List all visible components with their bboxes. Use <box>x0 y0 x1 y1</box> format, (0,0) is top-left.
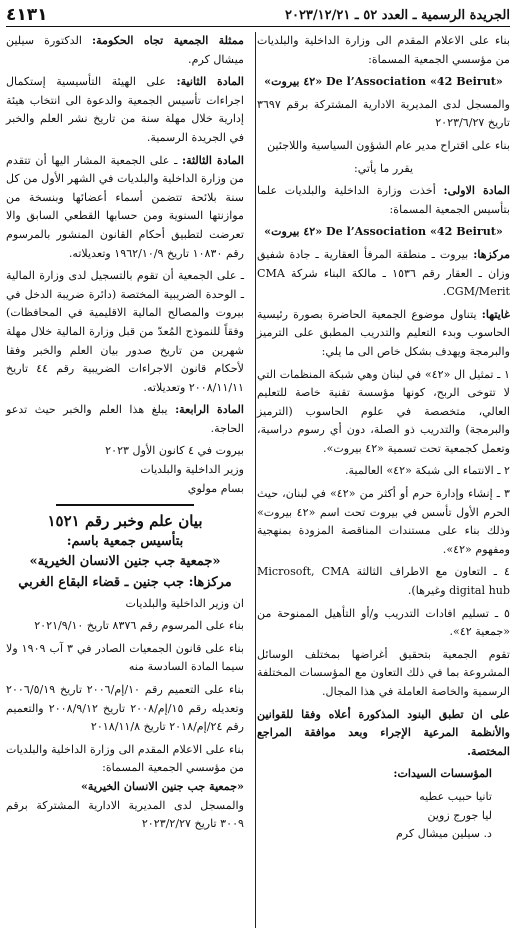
paragraph: والمسجل لدى المديرية الادارية المشتركة برقم ٣٦٩٧ تاريخ ٢٠٢٣/٦/٢٧ <box>257 97 510 130</box>
paragraph: بناء على التعميم رقم ١٠/إم/٢٠٠٦ تاريخ ٢٠٠٦/٥/١٩ وتعديله رقم ١٥/إم/٢٠٠٨ تاريخ ٢٠٠٨/٩/١٢ والتعميم رقم ٢٤/إم/٢٠١٨ تاريخ ٢٠١٨/١١/٨ <box>6 683 244 734</box>
article-label: المادة الاولى: <box>443 184 511 198</box>
page-number: ٤١٣١ <box>6 5 48 25</box>
article-text: ـ على الجمعية المشار اليها أن تتقدم من وزارة الداخلية والبلديات في الشهر الأول من كل سنة بلائحة تتضمن أسماء أعضائها وبنسخة من موازنتها السنوية ومن حسابها القطعي السابق والا تعرضت لتطبيق أحكام القانون المنشور بالمرسوم رقم ١٠٨٣٠ تاريخ ١٩٦٢/١٠/٩ وتعديلاته. <box>6 153 244 260</box>
founders-heading: المؤسسات السيدات: <box>393 767 492 781</box>
association-name-french: «٤٢ بيروت» De l’Association «42 Beirut» <box>264 225 503 239</box>
notice-subtitle: بتأسيس جمعية باسم: <box>66 533 184 549</box>
paragraph: والمسجل لدى المديرية الادارية المشتركة برقم ٣٠٠٩ تاريخ ٢٠٢٣/٢/٢٧ <box>6 798 244 831</box>
paragraph: تقوم الجمعية بتحقيق أغراضها بمختلف الوسائل المشروعة بما في ذلك التعاون مع المؤسسات المختلفة الرسمية والخاصة العاملة في هذا المجال. <box>257 647 510 698</box>
article-three-b: ـ على الجمعية أن تقوم بالتسجيل لدى وزارة المالية ـ الوحدة الضريبية المختصة (دائرة ضريبة الدخل في بيروت والمصالح المالية الاقليمية في المحافظات) وفقاً للنموذج المُعدّ من قبل وزارة المالية خلال مهلة شهرين من تاريخ صدور بيان العلم والخبر وفقا لأحكام قانون الاجراءات الضريبية رقم ٤٤ تاريخ ٢٠٠٨/١١/١١ وتعديلاته. <box>6 269 245 394</box>
page-header <box>6 4 510 27</box>
article-one <box>257 182 510 219</box>
representative <box>6 32 244 69</box>
paragraph: ان وزير الداخلية والبلديات <box>125 596 244 610</box>
goal-item: ١ ـ تمثيل ال «٤٢» في لبنان وهي شبكة المنظمات التي لا تتوخى الربح، كونها مؤسسة تقنية خاصة للتعليم العالي، متخصصة في علوم الحاسوب (الترميز والبرمجة) والتدريب ذو الصلة، دون أي رسوم دراسية، وتعمل كجمعية تحت تسمية «٤٢ بيروت». <box>257 367 510 455</box>
article-text: يبلغ هذا العلم والخبر حيث تدعو الحاجة. <box>6 403 244 435</box>
goal <box>257 306 510 362</box>
paragraph: بناء على اقتراح مدير عام الشؤون السياسية واللاجئين <box>267 138 510 152</box>
association-headquarters: مركزها: جب جنين ـ قضاء البقاع الغربي <box>18 575 232 591</box>
founder-name: د. سيلين ميشال كرم <box>395 827 492 841</box>
section-rule <box>56 504 194 506</box>
right-column <box>257 32 510 844</box>
goal-label: غايتها: <box>481 307 510 321</box>
headquarters-label: مركزها: <box>473 247 511 261</box>
goal-item: ٥ ـ تسليم افادات التدريب و/أو التأهيل الممنوحة من «جمعية ٤٢». <box>257 606 510 639</box>
article-label: المادة الرابعة: <box>175 403 244 417</box>
article-three <box>6 152 244 264</box>
paragraph: بناء على المرسوم رقم ٨٣٧٦ تاريخ ٢٠٢١/٩/١٠ <box>34 619 244 633</box>
goal-item: ٤ ـ التعاون مع الاطراف الثالثة Microsoft, CMA digital hub وغيرها). <box>257 565 511 598</box>
signature-date: بيروت في ٤ كانون الأول ٢٠٢٣ <box>105 444 244 458</box>
goal-text: يتناول موضوع الجمعية الحاضرة بصورة رئيسية الحاسوب وبدء التعليم والتدريب المطبق على الترميز والبرمجة ويهدف بشكل خاص الى ما يلي: <box>257 307 510 358</box>
founder-name: تانيا حبيب عطيه <box>419 789 492 803</box>
minister-title: وزير الداخلية والبلديات <box>140 463 244 477</box>
paragraph: بناء على قانون الجمعيات الصادر في ٣ آب ١٩٠٩ ولا سيما المادة السادسة منه <box>6 641 244 674</box>
journal-title: الجريدة الرسمية ـ العدد ٥٢ ـ ٢٠٢٣/١٢/٢١ <box>284 7 510 23</box>
article-label: المادة الثالثة: <box>182 153 244 167</box>
notice-title: بيان علم وخبر رقم ١٥٢١ <box>47 512 203 531</box>
association-name: «جمعية جب جنين الانسان الخيرية» <box>29 554 221 570</box>
founder-name: ليا جورج زوين <box>427 808 492 822</box>
conditions-paragraph: على ان تطبق البنود المذكورة أعلاه وفقا للقوانين والأنظمة المرعية الإجراء وبعد موافقة المراجع المختصة. <box>257 707 510 758</box>
decision-heading: يقرر ما يأتي: <box>353 161 414 175</box>
left-column <box>6 32 244 838</box>
representative-label: ممثلة الجمعية تجاه الحكومة: <box>91 34 244 47</box>
goal-item: ٢ ـ الانتماء الى شبكة «٤٢» العالمية. <box>345 464 510 478</box>
article-text: على الهيئة التأسيسية إستكمال اجراءات تأسيس الجمعية والدعوة الى انتخاب هيئة إدارية خلال مهلة سنة من تاريخ نشر العلم والخبر في الجريدة الرسمية. <box>6 75 244 144</box>
paragraph: بناء على الاعلام المقدم الى وزارة الداخلية والبلديات من مؤسسي الجمعية المسماة: <box>6 742 244 775</box>
association-name-inline: «جمعية جب جنين الانسان الخيرية» <box>80 779 244 793</box>
article-label: المادة الثانية: <box>176 75 244 89</box>
article-two <box>6 73 244 147</box>
association-name-french: «٤٢ بيروت» De l’Association «42 Beirut» <box>264 75 503 89</box>
representative-text: الدكتورة سيلين ميشال كرم. <box>6 34 244 66</box>
article-text: أخذت وزارة الداخلية والبلديات علما بتأسيس الجمعية المسماة: <box>257 184 510 216</box>
minister-name: بسام مولوي <box>187 481 244 495</box>
paragraph: بناء على الاعلام المقدم الى وزارة الداخلية والبلديات من مؤسسي الجمعية المسماة: <box>257 34 510 66</box>
headquarters <box>257 246 510 302</box>
headquarters-text: بيروت ـ منطقة المرفأ العقارية ـ جادة شفيق وزان ـ العقار رقم ١٥٣٦ ـ مالكة البناء شركة CMA CGM/Merit. <box>257 247 511 299</box>
article-four <box>6 401 244 438</box>
goal-item: ٣ ـ إنشاء وإدارة حرم أو أكثر من «٤٢» في لبنان، حيث الحرم الأول تأسس في بيروت تحت اسم «٤٢ بيروت» وذلك بناء على مستندات المناقصة المزودة بمنهجية ومفهوم «٤٢». <box>257 487 511 556</box>
column-divider <box>255 32 256 928</box>
